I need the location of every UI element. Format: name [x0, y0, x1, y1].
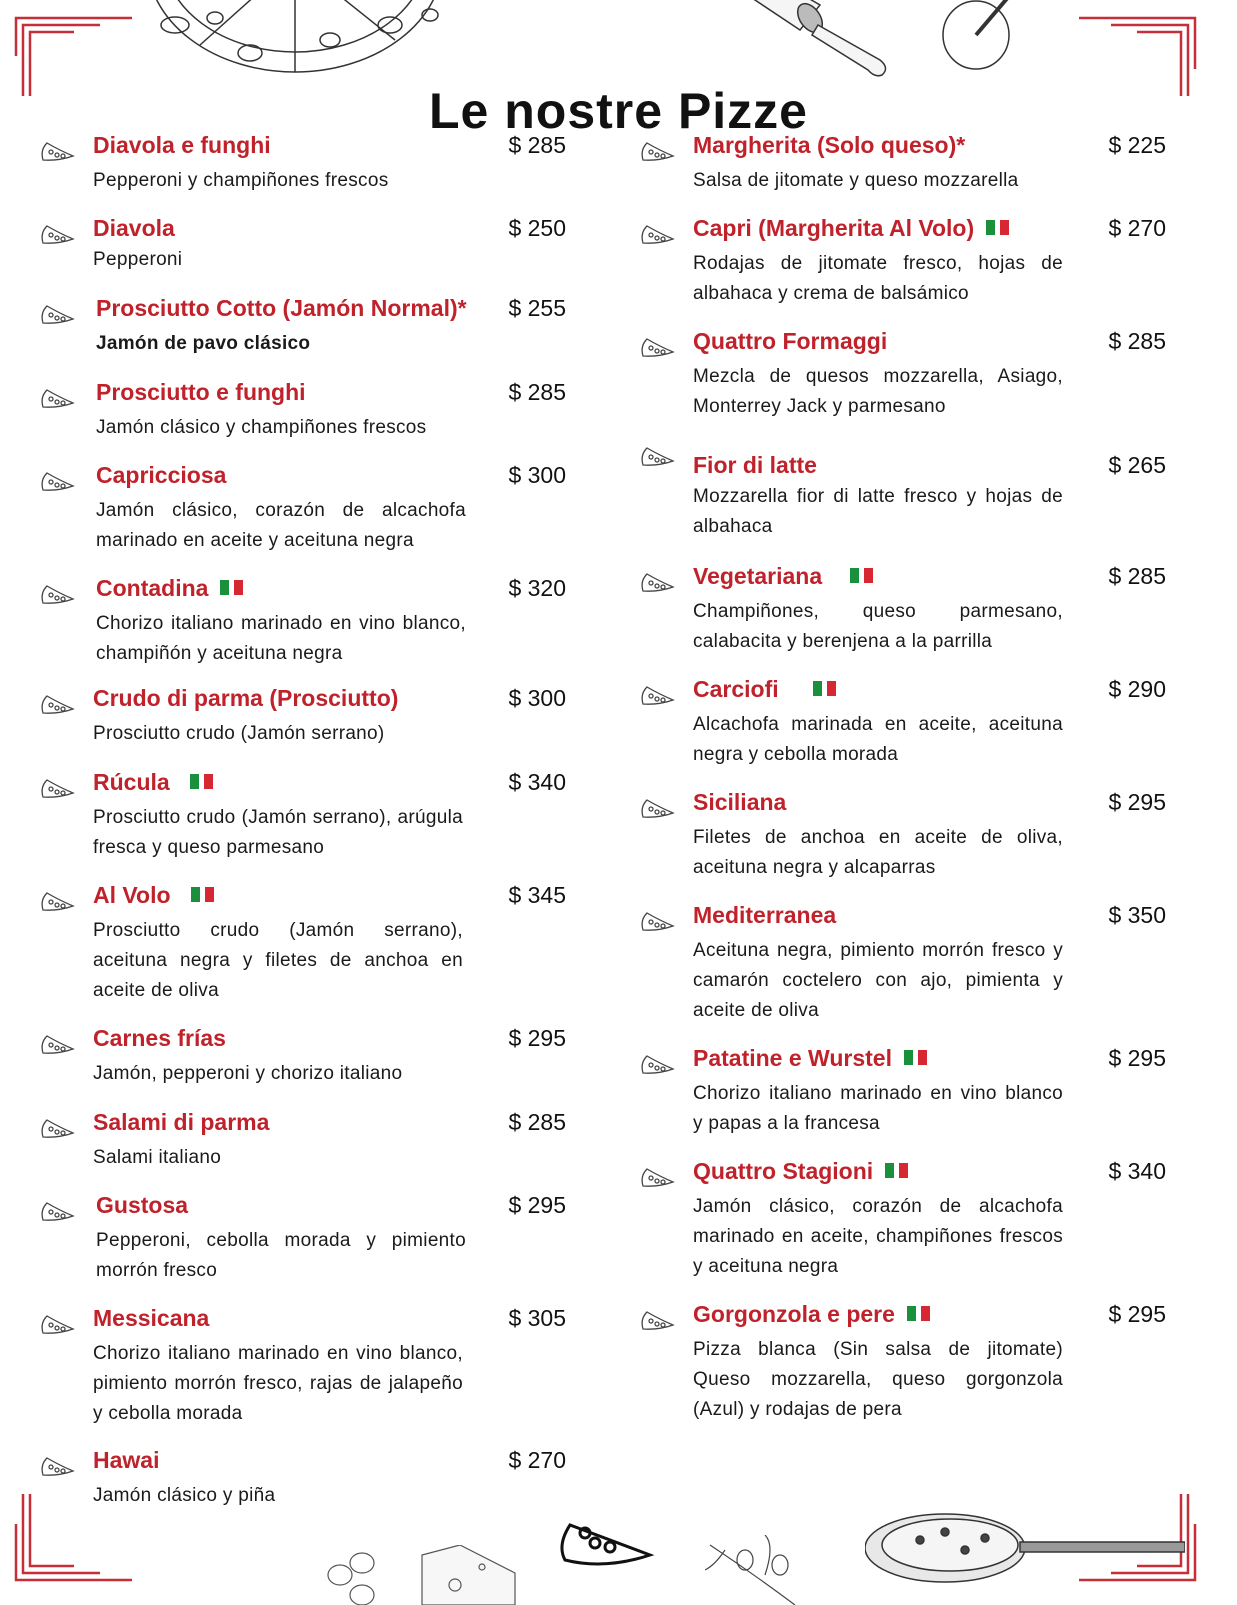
item-name: Diavola e funghi	[93, 132, 271, 158]
page-title: Le nostre Pizze	[429, 82, 808, 139]
item-description: Chorizo italiano marinado en vino blanco, champiñón y aceituna negra	[96, 613, 466, 664]
item-description: Mozzarella fior di latte fresco y hojas de albahaca	[693, 486, 1063, 537]
italian-flag-icon	[904, 1050, 928, 1065]
pizza-slice-icon	[39, 470, 75, 492]
pizza-slice-icon	[39, 223, 75, 245]
item-description: Jamón clásico, corazón de alcachofa marinado en aceite, champiñones frescos y aceituna negra	[693, 1196, 1063, 1277]
item-description: Salsa de jitomate y queso mozzarella	[693, 170, 1019, 191]
italian-flag-icon	[885, 1163, 909, 1178]
item-name: Capri (Margherita Al Volo)	[693, 215, 1010, 242]
item-name: Quattro Stagioni	[693, 1158, 909, 1185]
item-name: Diavola	[93, 215, 175, 241]
pizza-slice-icon	[39, 693, 75, 715]
item-name: Patatine e Wurstel	[693, 1045, 928, 1072]
italian-flag-icon	[907, 1306, 931, 1321]
item-description: Prosciutto crudo (Jamón serrano), arúgula fresca y queso parmesano	[93, 807, 463, 858]
pizza-slice-icon	[39, 387, 75, 409]
item-description: Salami italiano	[93, 1147, 222, 1168]
pizza-sketch-icon	[145, 0, 445, 75]
item-name: Carnes frías	[93, 1025, 226, 1051]
item-description: Prosciutto crudo (Jamón serrano), aceituna negra y filetes de anchoa en aceite de oliva	[93, 920, 463, 1001]
pizza-slice-icon	[39, 890, 75, 912]
item-name: Capricciosa	[96, 462, 227, 488]
item-name: Contadina	[96, 575, 244, 602]
item-description: Aceituna negra, pimiento morrón fresco y camarón coctelero con ajo, pimienta y aceite de oliva	[693, 940, 1063, 1021]
pizza-slice-icon	[39, 1455, 75, 1477]
item-description: Mezcla de quesos mozzarella, Asiago, Monterrey Jack y parmesano	[693, 366, 1063, 417]
item-description: Jamón, pepperoni y chorizo italiano	[93, 1063, 403, 1084]
pizza-slice-icon	[39, 140, 75, 162]
pizza-slice-icon	[39, 1313, 75, 1335]
item-name: Messicana	[93, 1305, 210, 1331]
item-description: Jamón clásico y champiñones frescos	[96, 417, 427, 438]
item-price: $ 285	[508, 1109, 566, 1135]
pizza-slice-icon	[639, 797, 675, 819]
item-price: $ 225	[1108, 132, 1166, 158]
item-name: Mediterranea	[693, 902, 837, 928]
item-description: Chorizo italiano marinado en vino blanco y papas a la francesa	[693, 1083, 1063, 1134]
item-price: $ 300	[508, 462, 566, 488]
mushrooms-sketch-icon	[320, 1545, 390, 1605]
item-name: Crudo di parma (Prosciutto)	[93, 685, 399, 711]
item-description: Chorizo italiano marinado en vino blanco, pimiento morrón fresco, rajas de jalapeño y cebolla morada	[93, 1343, 463, 1424]
olive-branch-sketch-icon	[705, 1535, 805, 1605]
item-price: $ 350	[1108, 902, 1166, 928]
pizza-peel-sketch-icon	[865, 1510, 1185, 1585]
item-name: Siciliana	[693, 789, 787, 815]
pizza-slice-icon	[639, 445, 675, 467]
item-description: Pepperoni y champiñones frescos	[93, 170, 389, 191]
item-price: $ 300	[508, 685, 566, 711]
item-name: Prosciutto Cotto (Jamón Normal)*	[96, 295, 467, 321]
pizza-slice-icon	[639, 336, 675, 358]
item-price: $ 345	[508, 882, 566, 908]
item-price: $ 270	[508, 1447, 566, 1473]
item-name: Gorgonzola e pere	[693, 1301, 931, 1328]
item-price: $ 340	[1108, 1158, 1166, 1184]
pizza-slice-icon	[639, 684, 675, 706]
item-price: $ 285	[1108, 563, 1166, 589]
item-name: Salami di parma	[93, 1109, 270, 1135]
pizza-slice-icon	[639, 1166, 675, 1188]
item-description: Filetes de anchoa en aceite de oliva, aceituna negra y alcaparras	[693, 827, 1063, 878]
pizza-slice-icon	[39, 1117, 75, 1139]
pizza-slice-icon	[639, 223, 675, 245]
item-price: $ 295	[1108, 1045, 1166, 1071]
item-description: Pepperoni, cebolla morada y pimiento morrón fresco	[96, 1230, 466, 1281]
item-price: $ 295	[1108, 789, 1166, 815]
item-name: Hawai	[93, 1447, 160, 1473]
item-price: $ 285	[1108, 328, 1166, 354]
pizza-slice-icon	[39, 1033, 75, 1055]
item-price: $ 295	[508, 1192, 566, 1218]
pizza-slice-icon	[639, 1053, 675, 1075]
item-price: $ 285	[508, 132, 566, 158]
pizza-cutter-sketch-icon	[940, 0, 1030, 75]
pizza-slice-icon	[39, 583, 75, 605]
item-price: $ 265	[1108, 452, 1166, 478]
item-name: Vegetariana	[693, 563, 874, 590]
item-price: $ 255	[508, 295, 566, 321]
item-price: $ 270	[1108, 215, 1166, 241]
item-description: Pizza blanca (Sin salsa de jitomate) Queso mozzarella, queso gorgonzola (Azul) y rodajas de pera	[693, 1339, 1063, 1420]
italian-flag-icon	[813, 681, 837, 696]
item-name: Al Volo	[93, 882, 215, 909]
item-price: $ 290	[1108, 676, 1166, 702]
pizza-slice-icon	[39, 1200, 75, 1222]
pizza-slice-icon	[639, 1309, 675, 1331]
item-price: $ 295	[508, 1025, 566, 1051]
italian-flag-icon	[986, 220, 1010, 235]
italian-flag-icon	[850, 568, 874, 583]
item-name: Quattro Formaggi	[693, 328, 888, 354]
item-name: Fior di latte	[693, 452, 817, 478]
item-name: Carciofi	[693, 676, 837, 703]
item-description: Champiñones, queso parmesano, calabacita y berenjena a la parrilla	[693, 601, 1063, 652]
item-price: $ 320	[508, 575, 566, 601]
item-description: Pepperoni	[93, 249, 183, 270]
cheese-sketch-icon	[420, 1545, 520, 1605]
pizza-slice-icon	[39, 777, 75, 799]
item-price: $ 250	[508, 215, 566, 241]
item-description: Jamón de pavo clásico	[96, 333, 311, 354]
italian-flag-icon	[220, 580, 244, 595]
item-price: $ 295	[1108, 1301, 1166, 1327]
rolling-pin-sketch-icon	[740, 0, 900, 80]
item-description: Rodajas de jitomate fresco, hojas de albahaca y crema de balsámico	[693, 253, 1063, 304]
item-description: Alcachofa marinada en aceite, aceituna negra y cebolla morada	[693, 714, 1063, 765]
pizza-slice-logo-icon	[555, 1515, 655, 1575]
item-description: Jamón clásico y piña	[93, 1485, 276, 1506]
pizza-slice-icon	[39, 303, 75, 325]
italian-flag-icon	[191, 887, 215, 902]
item-name: Rúcula	[93, 769, 214, 796]
pizza-slice-icon	[639, 571, 675, 593]
italian-flag-icon	[190, 774, 214, 789]
item-name: Margherita (Solo queso)*	[693, 132, 966, 158]
item-description: Jamón clásico, corazón de alcachofa marinado en aceite y aceituna negra	[96, 500, 466, 551]
item-name: Gustosa	[96, 1192, 189, 1218]
item-price: $ 305	[508, 1305, 566, 1331]
pizza-slice-icon	[639, 140, 675, 162]
pizza-slice-icon	[639, 910, 675, 932]
item-price: $ 285	[508, 379, 566, 405]
item-name: Prosciutto e funghi	[96, 379, 306, 405]
item-price: $ 340	[508, 769, 566, 795]
item-description: Prosciutto crudo (Jamón serrano)	[93, 723, 385, 744]
